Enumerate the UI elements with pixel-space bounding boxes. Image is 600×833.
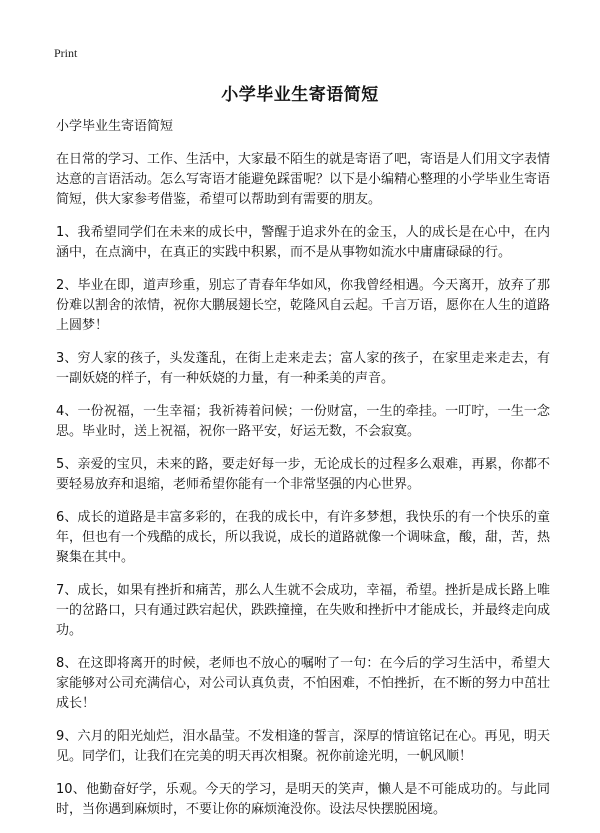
article-body <box>56 118 550 833</box>
print-link[interactable]: Print <box>54 46 78 60</box>
article-subtitle: 小学毕业生寄语简短 <box>56 119 174 134</box>
page-title: 小学毕业生寄语简短 <box>221 85 379 105</box>
message-paragraph-2: 2、毕业在即，道声珍重，别忘了青春年华如风，你我曾经相遇。今天离开，放弃了那份难以割舍的浓情，祝你大鹏展翅长空，乾隆风自云起。千言万语，愿你在人生的道路上圆梦！ <box>56 278 551 333</box>
message-paragraph-5: 5、亲爱的宝贝，未来的路，要走好每一步，无论成长的过程多么艰难，再累，你都不要轻易放弃和退缩，老师希望你能有一个非常坚强的内心世界。 <box>56 457 550 492</box>
message-paragraph-1: 1、我希望同学们在未来的成长中，警醒于追求外在的金玉，人的成长是在心中，在内涵中，在点滴中，在真正的实践中积累，而不是从事物如流水中庸庸碌碌的行。 <box>56 225 550 260</box>
message-paragraph-6: 6、成长的道路是丰富多彩的，在我的成长中，有许多梦想，我快乐的有一个快乐的童年，但也有一个残酷的成长，所以我说，成长的道路就像一个调味盒，酸，甜，苦，热聚集在其中。 <box>56 510 551 565</box>
message-paragraph-7: 7、成长，如果有挫折和痛苦，那么人生就不会成功，幸福，希望。挫折是成长路上唯一的岔路口，只有通过跌宕起伏，跌跌撞撞，在失败和挫折中才能成长，并最终走向成功。 <box>56 583 551 638</box>
message-paragraph-4: 4、一份祝福，一生幸福；我祈祷着问候；一份财富，一生的牵挂。一叮咛，一生一念思。毕业时，送上祝福，祝你一路平安，好运无数，不会寂寞。 <box>56 404 550 439</box>
message-paragraph-8: 8、在这即将离开的时候，老师也不放心的嘱咐了一句：在今后的学习生活中，希望大家能够对公司充满信心，对公司认真负责，不怕困难，不怕挫折，在不断的努力中茁壮成长！ <box>56 656 551 711</box>
message-paragraph-3: 3、穷人家的孩子，头发蓬乱，在街上走来走去；富人家的孩子，在家里走来走去，有一副妖娆的样子，有一种妖娆的力量，有一种柔美的声音。 <box>56 351 550 386</box>
message-paragraph-9: 9、六月的阳光灿烂，泪水晶莹。不发相逢的誓言，深厚的情谊铭记在心。再见，明天见。同学们，让我们在完美的明天再次相聚。祝你前途光明，一帆风顺！ <box>56 729 550 764</box>
message-paragraph-10: 10、他勤奋好学，乐观。今天的学习，是明天的笑声，懒人是不可能成功的。与此同时，当你遇到麻烦时，不要让你的麻烦淹没你。设法尽快摆脱困境。 <box>56 782 550 817</box>
intro-paragraph: 在日常的学习、工作、生活中，大家最不陌生的就是寄语了吧，寄语是人们用文字表情达意的言语活动。怎么写寄语才能避免踩雷呢？以下是小编精心整理的小学毕业生寄语简短，供大家参考借鉴，希望可以帮助到有需要的朋友。 <box>56 152 551 207</box>
